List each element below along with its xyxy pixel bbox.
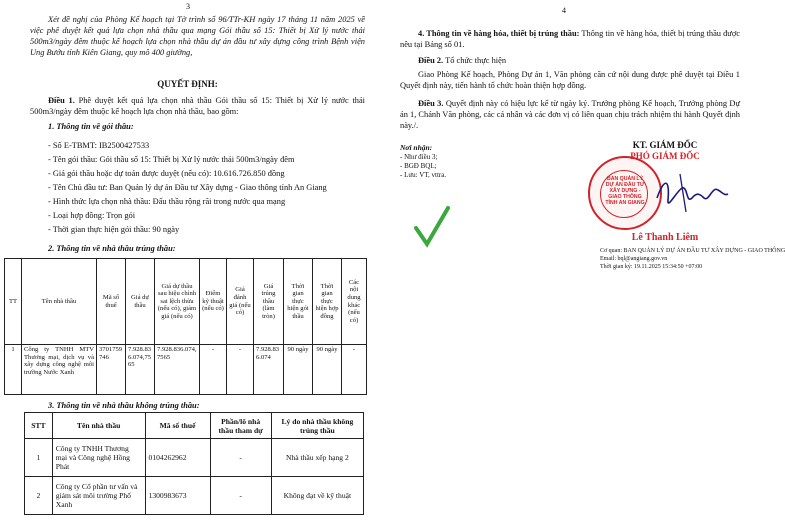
table-header: Tên nhà thầu	[52, 413, 145, 439]
table-header: Thời gian thực hiện gói thầu	[284, 259, 313, 345]
page-number: 4	[562, 6, 566, 15]
table-header: Các nội dung khác (nếu có)	[342, 259, 367, 345]
loser-table	[24, 412, 364, 515]
seal-text: BAN QUẢN LÝ DỰ ÁN ĐẦU TƯ XÂY DỰNG - GIAO THÔNG TỈNH AN GIANG	[605, 176, 645, 206]
table-header: Thời gian thực hiện hợp đồng	[313, 259, 342, 345]
digital-sig-line: Email: bql@angiang.gov.vn	[600, 256, 668, 262]
table-cell: -	[342, 345, 367, 395]
recipient-item: - Lưu: VT, vttra.	[400, 171, 447, 179]
article-1-text: Phê duyệt kết quả lựa chọn nhà thầu Gói thầu số 15: Thiết bị Xử lý nước thải 500m3/ngày đêm thuộc kế hoạch lựa chọn nhà thầu, bao gồm:	[30, 96, 366, 116]
table-cell: Không đạt về kỹ thuật	[271, 477, 363, 515]
signer-name: Lê Thanh Liêm	[631, 232, 699, 243]
section-4-text: Thông tin về hàng hóa, thiết bị trúng thầu được nêu tại Bảng số 01.	[400, 29, 740, 49]
table-header: Lý do nhà thầu không trúng thầu	[271, 413, 363, 439]
table-header: TT	[5, 259, 22, 345]
package-info-item: - Tên Chủ đầu tư: Ban Quản lý dự án Đầu tư Xây dựng - Giao thông tỉnh An Giang	[48, 183, 327, 192]
article-1-label: Điều 1.	[48, 96, 75, 105]
package-info-item: - Tên gói thầu: Gói thầu số 15: Thiết bị Xử lý nước thải 500m3/ngày đêm	[48, 155, 295, 164]
article-3	[400, 98, 740, 131]
table-header: Điểm kỹ thuật (nếu có)	[200, 259, 227, 345]
signer-title-2: PHÓ GIÁM ĐỐC	[630, 151, 700, 161]
table-cell: 90 ngày	[313, 345, 342, 395]
signer-title-1: KT. GIÁM ĐỐC	[632, 140, 698, 150]
article-2-text: Tổ chức thực hiện	[445, 56, 507, 65]
digital-signature-check-icon	[412, 204, 452, 249]
table-cell: 2	[25, 477, 53, 515]
digital-sig-line: Cơ quan: BAN QUẢN LÝ DỰ ÁN ĐẦU TƯ XÂY DỰNG - GIAO THÔNG	[600, 248, 785, 254]
signature-icon	[652, 168, 732, 218]
package-info-item: - Số E-TBMT: IB2500427533	[48, 141, 150, 150]
table-header: Mã số thuế	[145, 413, 210, 439]
table-header: Tên nhà thầu	[22, 259, 97, 345]
section-3-title: 3. Thông tin về nhà thầu không trúng thầu:	[48, 401, 200, 410]
recipients-title: Nơi nhận:	[400, 143, 433, 152]
table-header: Giá dự thầu	[126, 259, 155, 345]
table-cell: -	[210, 439, 271, 477]
article-1	[30, 95, 365, 117]
table-header: Giá đánh giá (nếu có)	[227, 259, 254, 345]
recipient-item: - BGĐ BQL;	[400, 162, 437, 170]
section-4-title: 4. Thông tin về hàng hóa, thiết bị trúng thầu:	[418, 29, 580, 38]
article-2-body: Giao Phòng Kế hoạch, Phòng Dự án 1, Văn phòng căn cứ nội dung được phê duyệt tại Điều 1 Quyết định này, tiến hành tổ chức hoàn thiện hợp đồng.	[400, 70, 740, 90]
official-seal	[588, 156, 662, 230]
table-cell: Nhà thầu xếp hạng 2	[271, 439, 363, 477]
page-3	[0, 0, 375, 521]
recipient-item: - Như điều 3;	[400, 153, 438, 161]
table-cell: -	[210, 477, 271, 515]
winner-table	[4, 258, 367, 395]
page-number: 3	[186, 2, 190, 11]
section-2-title: 2. Thông tin về nhà thầu trúng thầu:	[48, 244, 176, 253]
table-header-row	[5, 259, 367, 345]
table-cell: 1	[5, 345, 22, 395]
table-cell: Công ty TNHH Thương mại và Công nghệ Hồng Phát	[52, 439, 145, 477]
section-1-title: 1. Thông tin về gói thầu:	[48, 122, 134, 131]
table-cell: 1300983673	[145, 477, 210, 515]
table-header: Giá trúng thầu (làm tròn)	[254, 259, 284, 345]
table-row	[25, 439, 364, 477]
table-cell: 7.928.836.074	[254, 345, 284, 395]
section-4	[400, 28, 740, 50]
table-header: STT	[25, 413, 53, 439]
table-cell: -	[200, 345, 227, 395]
table-cell: 0104262962	[145, 439, 210, 477]
table-cell: -	[227, 345, 254, 395]
package-info-item: - Hình thức lựa chọn nhà thầu: Đấu thầu rộng rãi trong nước qua mạng	[48, 197, 286, 206]
table-cell: 1	[25, 439, 53, 477]
package-info-item: - Giá gói thầu hoặc dự toán được duyệt (nếu có): 10.616.726.850 đồng	[48, 169, 285, 178]
table-cell: 7.928.836.074,7565	[126, 345, 155, 395]
article-2	[418, 55, 506, 66]
decision-title: QUYẾT ĐỊNH:	[157, 79, 218, 89]
table-row	[25, 477, 364, 515]
table-header: Mã số thuế	[97, 259, 126, 345]
table-cell: Công ty TNHH MTV Thương mại, dịch vụ và xây dựng công nghệ môi trường Nước Xanh	[22, 345, 97, 395]
table-cell: 3701759746	[97, 345, 126, 395]
table-cell: Công ty Cổ phần tư vấn và giám sát môi trường Phố Xanh	[52, 477, 145, 515]
page-4	[380, 0, 785, 521]
article-3-label: Điều 3.	[418, 99, 444, 108]
package-info-item: - Thời gian thực hiện gói thầu: 90 ngày	[48, 225, 180, 234]
article-3-text: Quyết định này có hiệu lực kể từ ngày ký. Trưởng phòng Kế hoạch, Trưởng phòng Dự án 1, Chánh Văn phòng, các cá nhân và các đơn vị có liên quan chịu trách nhiệm thi hành Quyết định này./.	[400, 99, 741, 130]
article-2-label: Điều 2.	[418, 56, 444, 65]
table-cell: 7.928.836.074,7565	[155, 345, 200, 395]
table-header: Giá dự thầu sau hiệu chỉnh sai lệch thừa (nếu có), giảm giá (nếu có)	[155, 259, 200, 345]
table-header-row	[25, 413, 364, 439]
table-header: Phần/lô nhà thầu tham dự	[210, 413, 271, 439]
intro-paragraph: Xét đề nghị của Phòng Kế hoạch tại Tờ trình số 96/TTr-KH ngày 17 tháng 11 năm 2025 về việc phê duyệt kết quả lựa chọn nhà thầu qua mạng Gói thầu số 15: Thiết bị Xử lý nước thải 500m3/ngày đêm thuộc kế hoạch lựa chọn nhà thầu dự án đầu tư xây dựng công trình Bệnh viện Ung Bướu tỉnh Kiên Giang, quy mô 400 giường,	[30, 15, 365, 57]
package-info-item: - Loại hợp đồng: Trọn gói	[48, 211, 136, 220]
table-cell: 90 ngày	[284, 345, 313, 395]
table-row	[5, 345, 367, 395]
digital-sig-line: Thời gian ký: 19.11.2025 15:34:50 +07:00	[600, 264, 703, 270]
